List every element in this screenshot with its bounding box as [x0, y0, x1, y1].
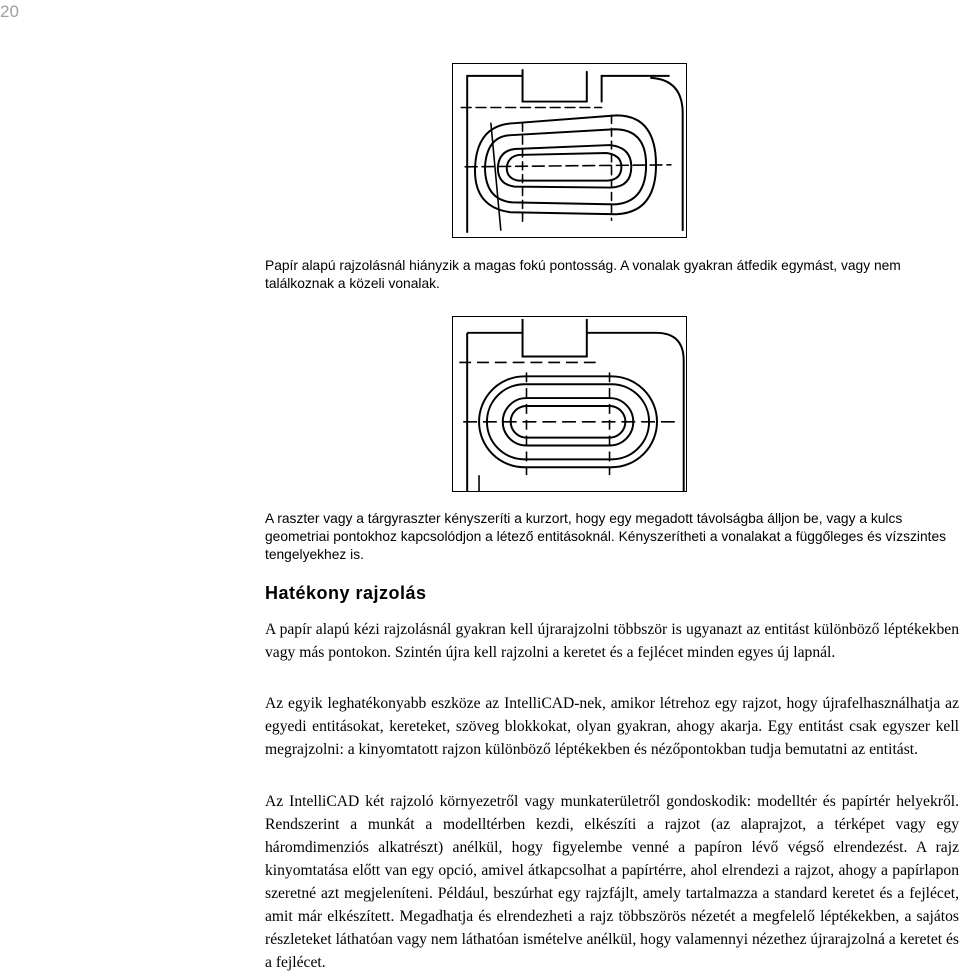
hand-drawn-slot-drawing — [453, 64, 686, 237]
page-number: 20 — [0, 2, 19, 21]
body-paragraph-2: Az egyik leghatékonyabb eszköze az IntelliCAD-nek, amikor létrehoz egy rajzot, hogy újrafelhasználhatja az egyedi entitásokat, kereteket, szöveg blokkokat, olyan gyakran, ahogy akarja. Egy entitást csak egyszer kell megrajzolni: a kinyomtatott rajzon különböző léptékekben és nézőpontokban tudja bemutatni az entitást. — [265, 695, 959, 758]
section-heading: Hatékony rajzolás — [265, 583, 427, 603]
body-paragraph-1: A papír alapú kézi rajzolásnál gyakran kell újrarajzolni többször is ugyanazt az entitást különböző léptékekben vagy más pontokon. Szintén újra kell rajzolni a keretet és a fejlécet minden egyes új lapnál. — [265, 621, 959, 661]
cad-figure-snap — [452, 316, 687, 492]
body-paragraph-3: Az IntelliCAD két rajzoló környezetről vagy munkaterületről gondoskodik: modelltér és papírtér helyekről. Rendszerint a munkát a modelltérben kezdi, elkészíti a rajzot (az alaprajzot, a térképet vagy egy háromdimenziós alkatrészt) anélkül, hogy figyelembe venné a papíron lévő végső elrendezést. A rajz kinyomtatása előtt van egy opció, amivel átkapcsolhat a papírtérre, ahol elrendezi a rajzot, ahogy a papírlapon szeretné azt megjeleníteni. Például, beszúrhat egy rajzfájlt, amely tartalmazza a standard keretet és a fejlécet, amit már elkészített. Megadhatja és elrendezheti a rajz többszörös nézetét a megfelelő léptékekben, a sajátos részleteket láthatóan vagy nem láthatóan ismételve anélkül, hogy valamennyi nézethez újrarajzolná a keretet és a fejlécet. — [265, 793, 959, 971]
figure-caption-snap: A raszter vagy a tárgyraszter kényszeríti a kurzort, hogy egy megadott távolságba álljon be, vagy a kulcs geometriai pontokhoz kapcsolódjon a létező entitásoknál. Kényszerítheti a vonalakat a függőleges és vízszintes tengelyekhez is. — [265, 511, 947, 562]
precise-slot-drawing — [453, 317, 686, 491]
sketch-figure-paper — [452, 63, 687, 238]
figure-caption-paper: Papír alapú rajzolásnál hiányzik a magas fokú pontosság. A vonalak gyakran átfedik egymást, vagy nem találkoznak a közeli vonalak. — [265, 258, 901, 291]
